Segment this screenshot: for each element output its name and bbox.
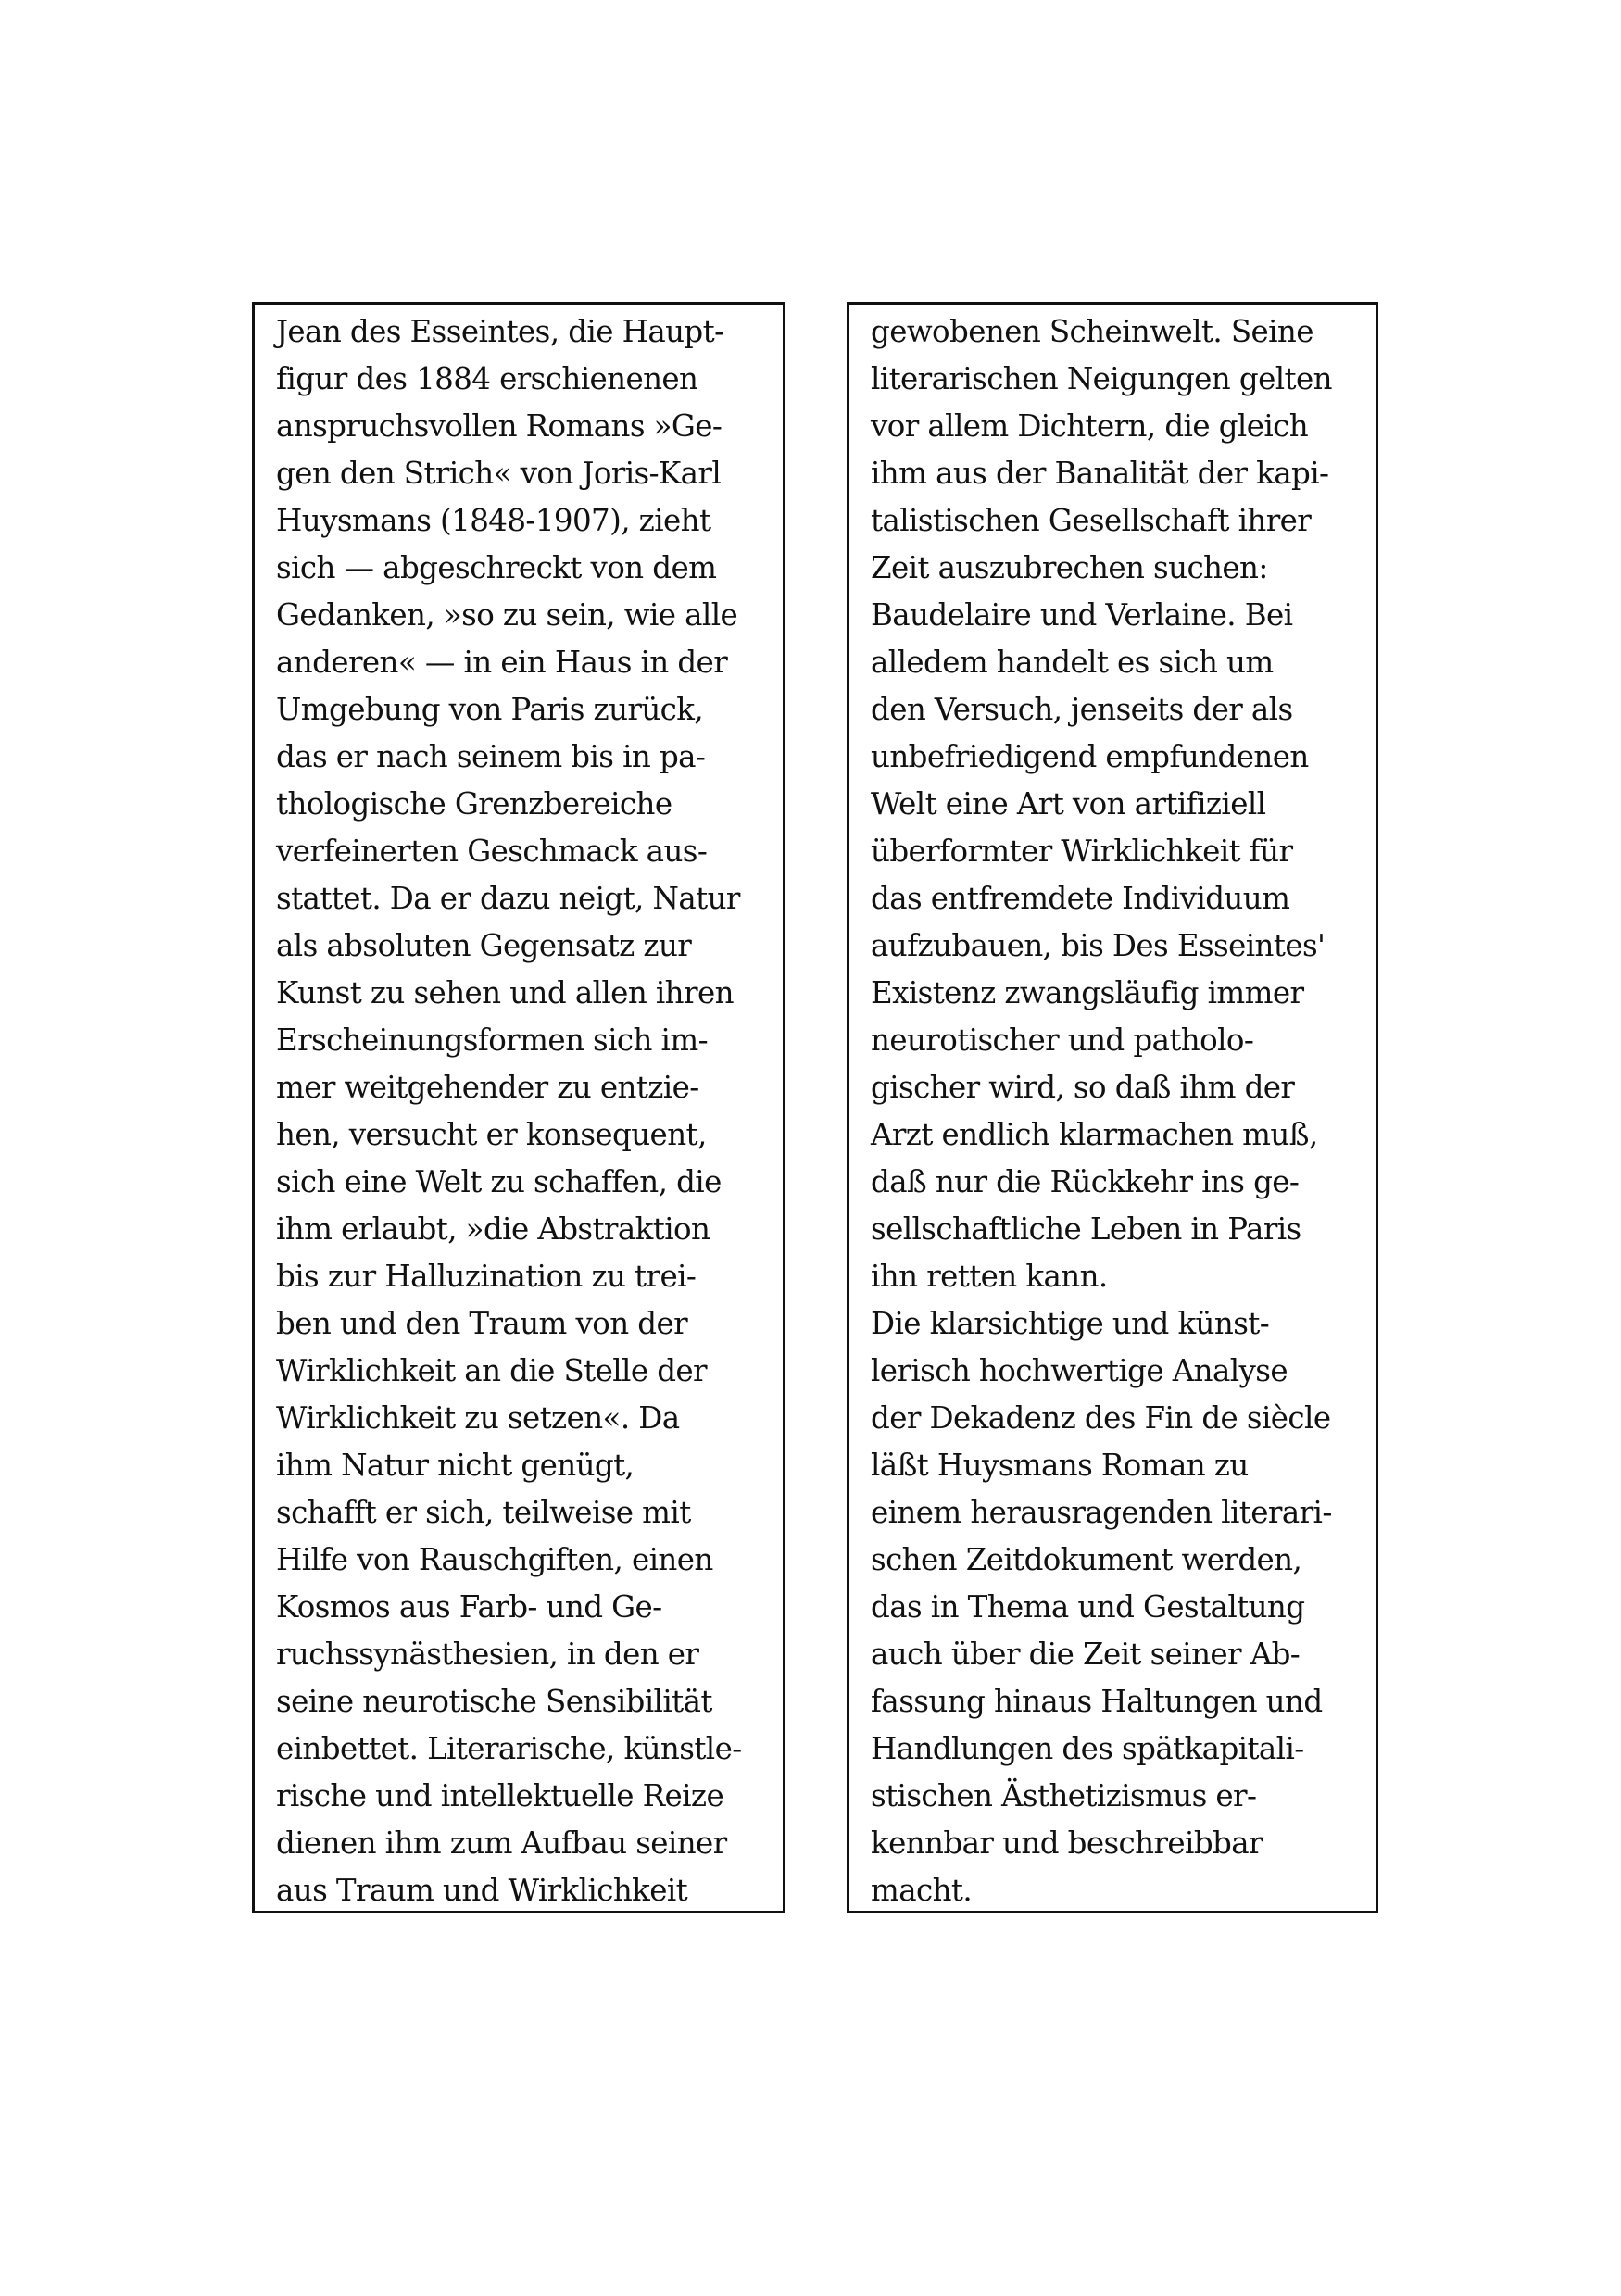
text-line: stischen Ästhetizismus er-	[871, 1778, 1257, 1813]
text-line: Existenz zwangsläufig immer	[871, 975, 1304, 1010]
text-line: gen den Strich« von Joris-Karl	[276, 456, 722, 491]
text-line: bis zur Halluzination zu trei-	[276, 1259, 697, 1294]
text-line: Gedanken, »so zu sein, wie alle	[276, 597, 738, 633]
text-line: läßt Huysmans Roman zu	[871, 1448, 1249, 1483]
text-line: den Versuch, jenseits der als	[871, 692, 1293, 727]
text-line: seine neurotische Sensibilität	[276, 1684, 712, 1719]
text-line: auch über die Zeit seiner Ab-	[871, 1637, 1301, 1672]
text-line: vor allem Dichtern, die gleich	[871, 408, 1309, 444]
text-line: anspruchsvollen Romans »Ge-	[276, 408, 723, 444]
text-line: gewobenen Scheinwelt. Seine	[871, 314, 1313, 349]
text-line: ihm aus der Banalität der kapi-	[871, 456, 1329, 491]
text-line: verfeinerten Geschmack aus-	[276, 834, 708, 869]
text-line: aus Traum und Wirklichkeit	[276, 1873, 688, 1908]
text-line: hen, versucht er konsequent,	[276, 1117, 707, 1152]
column-text-left	[276, 308, 775, 1914]
text-line: das entfremdete Individuum	[871, 881, 1290, 916]
text-line: Welt eine Art von artifiziell	[871, 786, 1266, 822]
text-line: anderen« — in ein Haus in der	[276, 645, 728, 680]
text-line: Handlungen des spätkapitali-	[871, 1731, 1304, 1766]
text-line: schen Zeitdokument werden,	[871, 1542, 1302, 1577]
text-line: ihm Natur nicht genügt,	[276, 1448, 635, 1483]
text-line: einbettet. Literarische, künstle-	[276, 1731, 742, 1766]
text-line: schafft er sich, teilweise mit	[276, 1495, 691, 1530]
text-line: das er nach seinem bis in pa-	[276, 739, 706, 774]
text-line: ihm erlaubt, »die Abstraktion	[276, 1211, 710, 1247]
text-line: Die klarsichtige und künst-	[871, 1306, 1270, 1341]
text-line: Baudelaire und Verlaine. Bei	[871, 597, 1293, 633]
text-line: sich eine Welt zu schaffen, die	[276, 1164, 722, 1199]
text-line: ihn retten kann.	[871, 1259, 1108, 1294]
text-line: Umgebung von Paris zurück,	[276, 692, 704, 727]
text-line: stattet. Da er dazu neigt, Natur	[276, 881, 740, 916]
text-line: talistischen Gesellschaft ihrer	[871, 503, 1312, 538]
text-line: als absoluten Gegensatz zur	[276, 928, 692, 963]
text-line: ruchssynästhesien, in den er	[276, 1637, 699, 1672]
text-line: Zeit auszubrechen suchen:	[871, 550, 1268, 585]
text-line: literarischen Neigungen gelten	[871, 361, 1332, 396]
text-line: Wirklichkeit an die Stelle der	[276, 1353, 707, 1388]
text-line: fassung hinaus Haltungen und	[871, 1684, 1323, 1719]
text-line: einem herausragenden literari-	[871, 1495, 1332, 1530]
text-line: daß nur die Rückkehr ins ge-	[871, 1164, 1300, 1199]
text-line: sellschaftliche Leben in Paris	[871, 1211, 1301, 1247]
text-line: ben und den Traum von der	[276, 1306, 688, 1341]
text-line: Kosmos aus Farb- und Ge-	[276, 1589, 662, 1625]
text-line: aufzubauen, bis Des Esseintes'	[871, 928, 1326, 963]
text-line: Huysmans (1848-1907), zieht	[276, 503, 711, 538]
text-line: Hilfe von Rauschgiften, einen	[276, 1542, 713, 1577]
text-line: neurotischer und patholo-	[871, 1023, 1254, 1058]
text-line: thologische Grenzbereiche	[276, 786, 672, 822]
text-line: dienen ihm zum Aufbau seiner	[276, 1826, 727, 1861]
text-line: gischer wird, so daß ihm der	[871, 1070, 1295, 1105]
text-line: sich — abgeschreckt von dem	[276, 550, 717, 585]
text-line: mer weitgehender zu entzie-	[276, 1070, 699, 1105]
text-line: Erscheinungsformen sich im-	[276, 1023, 708, 1058]
text-line: figur des 1884 erschienenen	[276, 361, 698, 396]
text-line: Wirklichkeit zu setzen«. Da	[276, 1400, 680, 1436]
text-line: rische und intellektuelle Reize	[276, 1778, 724, 1813]
text-line: alledem handelt es sich um	[871, 645, 1274, 680]
column-text-right	[871, 308, 1368, 1914]
text-line: Jean des Esseintes, die Haupt-	[276, 314, 724, 349]
text-line: das in Thema und Gestaltung	[871, 1589, 1305, 1625]
text-line: kennbar und beschreibbar	[871, 1826, 1263, 1861]
text-line: der Dekadenz des Fin de siècle	[871, 1400, 1331, 1436]
text-line: Arzt endlich klarmachen muß,	[871, 1117, 1318, 1152]
text-column-right	[847, 302, 1378, 1913]
text-line: lerisch hochwertige Analyse	[871, 1353, 1288, 1388]
text-column-left	[252, 302, 785, 1913]
text-line: überformter Wirklichkeit für	[871, 834, 1293, 869]
text-line: macht.	[871, 1873, 973, 1908]
text-line: unbefriedigend empfundenen	[871, 739, 1309, 774]
text-line: Kunst zu sehen und allen ihren	[276, 975, 734, 1010]
